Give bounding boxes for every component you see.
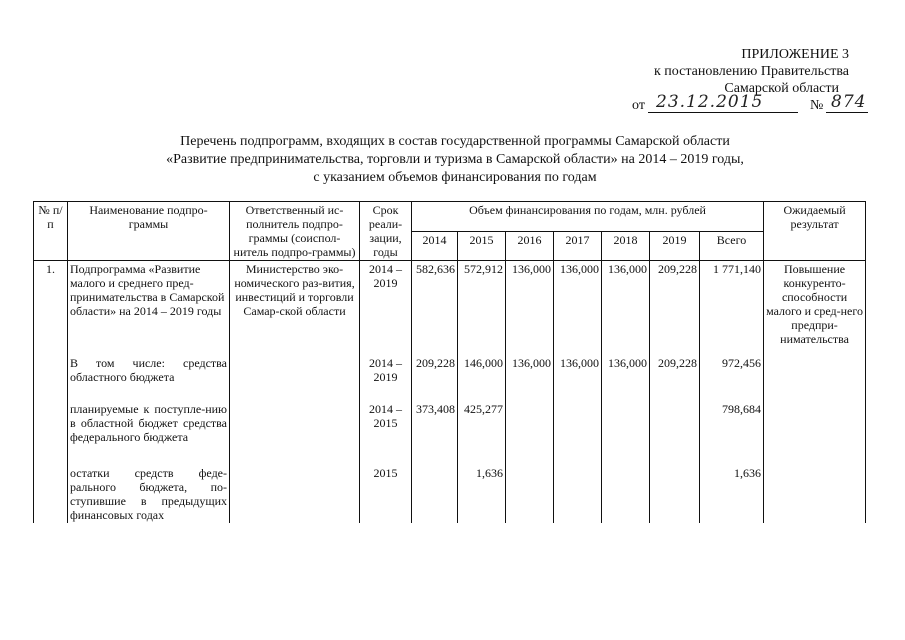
cell-term: 2014 – 2019 bbox=[360, 355, 412, 385]
col-funding: Объем финансирования по годам, млн. рублей bbox=[412, 202, 764, 232]
col-2016: 2016 bbox=[506, 231, 554, 261]
table-row bbox=[34, 261, 866, 348]
cell-result: Повышение конкуренто-способности малого и сред-него предпри-нимательства bbox=[764, 261, 866, 348]
cell-2018: 136,000 bbox=[602, 261, 650, 348]
col-result: Ожидаемый результат bbox=[764, 202, 866, 261]
cell-2015: 1,636 bbox=[458, 465, 506, 523]
col-term: Срок реали-зации, годы bbox=[360, 202, 412, 261]
title-line-3: с указанием объемов финансирования по годам bbox=[313, 170, 597, 185]
cell-total: 1 771,140 bbox=[700, 261, 764, 348]
cell-total: 798,684 bbox=[700, 401, 764, 445]
cell-2017: 136,000 bbox=[554, 355, 602, 385]
col-2015: 2015 bbox=[458, 231, 506, 261]
cell-name: планируемые к поступле-нию в областной бюджет средства федерального бюджета bbox=[68, 401, 230, 445]
cell-name: остатки средств феде-рального бюджета, по-ступившие в предыдущих финансовых годах bbox=[68, 465, 230, 523]
appendix-region: Самарской области bbox=[724, 81, 839, 96]
cell-total: 1,636 bbox=[700, 465, 764, 523]
handwritten-date: 23.12.2015 bbox=[656, 92, 764, 112]
col-total: Всего bbox=[700, 231, 764, 261]
table-row bbox=[34, 465, 866, 523]
appendix-block bbox=[654, 46, 849, 97]
appendix-title: ПРИЛОЖЕНИЕ 3 bbox=[741, 47, 849, 62]
subprograms-table bbox=[33, 201, 866, 523]
col-responsible: Ответственный ис-полнитель подпро-граммы (соиспол-нитель подпро-граммы) bbox=[230, 202, 360, 261]
cell-2019: 209,228 bbox=[650, 355, 700, 385]
table-row bbox=[34, 355, 866, 385]
cell-term: 2014 – 2019 bbox=[360, 261, 412, 348]
cell-2015: 146,000 bbox=[458, 355, 506, 385]
spacer-row bbox=[34, 385, 866, 401]
cell-2016: 136,000 bbox=[506, 261, 554, 348]
cell-term: 2015 bbox=[360, 465, 412, 523]
date-prefix: от bbox=[632, 98, 645, 113]
col-num: № п/п bbox=[34, 202, 68, 261]
header-row bbox=[34, 202, 866, 232]
col-2014: 2014 bbox=[412, 231, 458, 261]
cell-2015: 572,912 bbox=[458, 261, 506, 348]
cell-responsible: Министерство эко-номического раз-вития, инвестиций и торговли Самар-ской области bbox=[230, 261, 360, 348]
cell-2019: 209,228 bbox=[650, 261, 700, 348]
cell-name: В том числе: средства областного бюджета bbox=[68, 355, 230, 385]
cell-2014: 209,228 bbox=[412, 355, 458, 385]
cell-2018: 136,000 bbox=[602, 355, 650, 385]
cell-2015: 425,277 bbox=[458, 401, 506, 445]
cell-name: Подпрограмма «Развитие малого и среднего пред-принимательства в Самарской области» на 2014 – 2019 годы bbox=[68, 261, 230, 348]
cell-2016: 136,000 bbox=[506, 355, 554, 385]
title-line-1: Перечень подпрограмм, входящих в состав государственной программы Самарской области bbox=[180, 134, 730, 149]
col-name: Наименование подпро-граммы bbox=[68, 202, 230, 261]
document-title bbox=[110, 133, 800, 187]
ordinance-line bbox=[632, 92, 872, 116]
col-2018: 2018 bbox=[602, 231, 650, 261]
spacer-row bbox=[34, 347, 866, 355]
date-underline bbox=[648, 112, 798, 113]
title-line-2: «Развитие предпринимательства, торговли и туризма в Самарской области» на 2014 – 2019 годы, bbox=[166, 152, 744, 167]
cell-2017: 136,000 bbox=[554, 261, 602, 348]
handwritten-number: 874 bbox=[831, 92, 867, 112]
spacer-row bbox=[34, 445, 866, 465]
cell-total: 972,456 bbox=[700, 355, 764, 385]
cell-term: 2014 – 2015 bbox=[360, 401, 412, 445]
appendix-resolution: к постановлению Правительства bbox=[653, 64, 849, 79]
col-2019: 2019 bbox=[650, 231, 700, 261]
number-prefix: № bbox=[810, 98, 824, 113]
cell-num: 1. bbox=[34, 261, 68, 348]
col-2017: 2017 bbox=[554, 231, 602, 261]
cell-2014: 373,408 bbox=[412, 401, 458, 445]
number-underline bbox=[826, 112, 868, 113]
cell-2014: 582,636 bbox=[412, 261, 458, 348]
table-row bbox=[34, 401, 866, 445]
